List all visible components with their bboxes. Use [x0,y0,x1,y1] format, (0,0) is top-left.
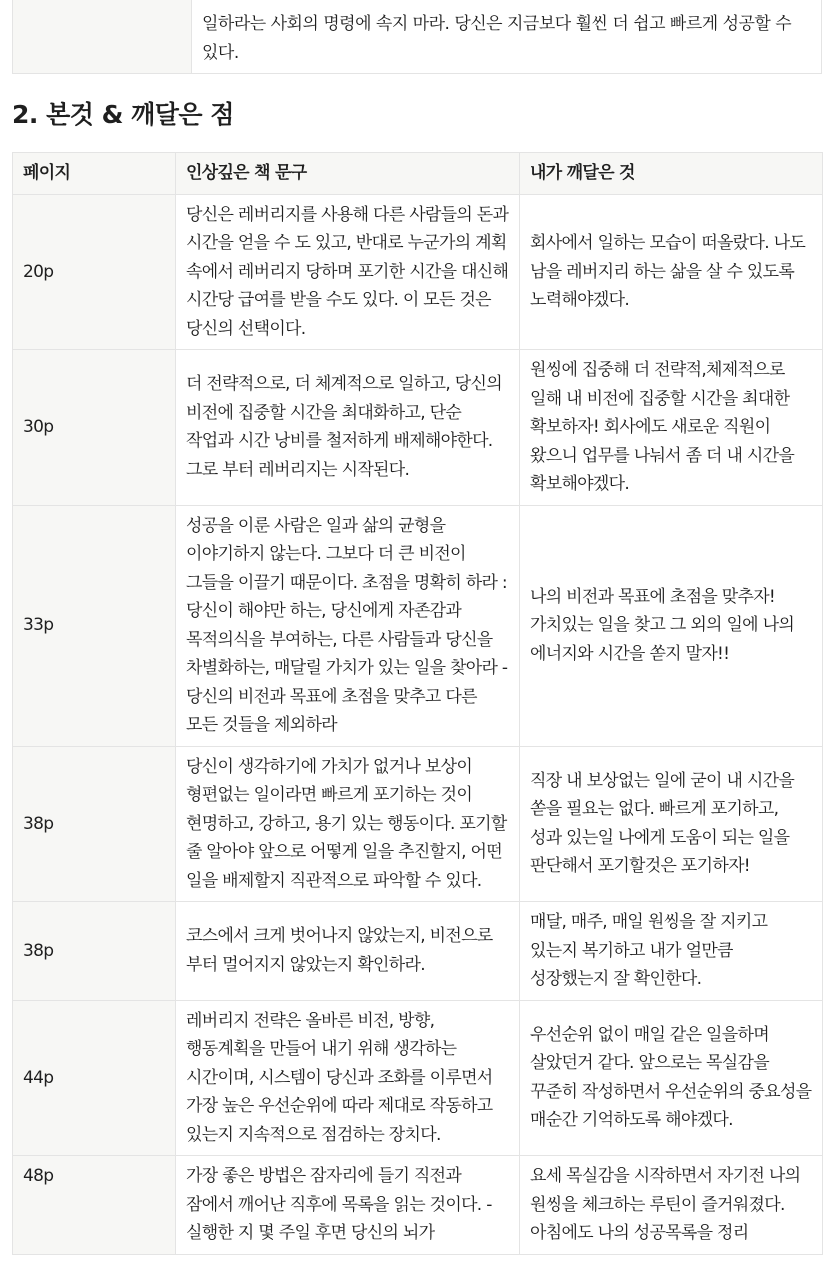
header-insight: 내가 깨달은 것 [520,153,823,195]
insight-cell: 매달, 매주, 매일 원씽을 잘 지키고 있는지 복기하고 내가 얼만큼 성장했는지 잘 확인한다. [520,902,823,1001]
quote-cell: 당신이 생각하기에 가치가 없거나 보상이 형편없는 일이라면 빠르게 포기하는 것이 현명하고, 강하고, 용기 있는 행동이다. 포기할 줄 알아야 앞으로 어떻게 일을 추진할지, 어떤 일을 배제할지 직관적으로 파악할 수 있다. [176,746,520,902]
reading-notes-table [12,152,823,1255]
insight-cell: 요세 목실감을 시작하면서 자기전 나의 원씽을 체크하는 루틴이 즐거워졌다. 아침에도 나의 성공목록을 정리 [520,1156,823,1255]
table-row [13,350,823,506]
table-row [13,1000,823,1156]
page-cell: 38p [13,746,176,902]
page-cell: 44p [13,1000,176,1156]
table-row [13,505,823,746]
header-quote: 인상깊은 책 문구 [176,153,520,195]
section-title: 2. 본것 & 깨달은 점 [12,100,234,129]
insight-cell: 나의 비전과 목표에 초점을 맞추자! 가치있는 일을 찾고 그 외의 일에 나의 에너지와 시간을 쏟지 말자!! [520,505,823,746]
intro-row-label-cell [13,0,192,73]
quote-cell: 코스에서 크게 벗어나지 않았는지, 비전으로 부터 멀어지지 않았는지 확인하라. [176,902,520,1001]
quote-cell: 가장 좋은 방법은 잠자리에 들기 직전과 잠에서 깨어난 직후에 목록을 읽는 것이다. - 실행한 지 몇 주일 후면 당신의 뇌가 [176,1156,520,1255]
insight-cell: 회사에서 일하는 모습이 떠올랐다. 나도 남을 레버지리 하는 삶을 살 수 있도록 노력해야겠다. [520,194,823,350]
page-cell: 33p [13,505,176,746]
header-page: 페이지 [13,153,176,195]
intro-table-row [12,0,822,74]
table-row [13,194,823,350]
table-row [13,902,823,1001]
quote-cell: 성공을 이룬 사람은 일과 삶의 균형을 이야기하지 않는다. 그보다 더 큰 비전이 그들을 이끌기 때문이다. 초점을 명확히 하라 : 당신이 해야만 하는, 당신에게 자존감과 목적의식을 부여하는, 다른 사람들과 당신을 차별화하는, 매달릴 가치가 있는 일을 찾아라 - 당신의 비전과 목표에 초점을 맞추고 다른 모든 것들을 제외하라 [176,505,520,746]
page-cell: 20p [13,194,176,350]
intro-row-text: 일하라는 사회의 명령에 속지 마라. 당신은 지금보다 훨씬 더 쉽고 빠르게 성공할 수 있다. [202,14,792,63]
table-row [13,1156,823,1255]
insight-cell: 원씽에 집중해 더 전략적,체제적으로 일해 내 비전에 집중할 시간을 최대한 확보하자! 회사에도 새로운 직원이 왔으니 업무를 나눠서 좀 더 내 시간을 확보해야겠다. [520,350,823,506]
table-row [13,746,823,902]
page-cell: 48p [13,1156,176,1255]
insight-cell: 우선순위 없이 매일 같은 일을하며 살았던거 같다. 앞으로는 목실감을 꾸준히 작성하면서 우선순위의 중요성을 매순간 기억하도록 해야겠다. [520,1000,823,1156]
page-cell: 30p [13,350,176,506]
quote-cell: 레버리지 전략은 올바른 비전, 방향, 행동계획을 만들어 내기 위해 생각하는 시간이며, 시스템이 당신과 조화를 이루면서 가장 높은 우선순위에 따라 제대로 작동하고 있는지 지속적으로 점검하는 장치다. [176,1000,520,1156]
quote-cell: 더 전략적으로, 더 체계적으로 일하고, 당신의 비전에 집중할 시간을 최대화하고, 단순 작업과 시간 낭비를 철저하게 배제해야한다. 그로 부터 레버리지는 시작된다. [176,350,520,506]
quote-cell: 당신은 레버리지를 사용해 다른 사람들의 돈과 시간을 얻을 수 도 있고, 반대로 누군가의 계획 속에서 레버리지 당하며 포기한 시간을 대신해 시간당 급여를 받을 수도 있다. 이 모든 것은 당신의 선택이다. [176,194,520,350]
table-header-row [13,153,823,195]
insight-cell: 직장 내 보상없는 일에 굳이 내 시간을 쏟을 필요는 없다. 빠르게 포기하고, 성과 있는일 나에게 도움이 되는 일을 판단해서 포기할것은 포기하자! [520,746,823,902]
page-cell: 38p [13,902,176,1001]
